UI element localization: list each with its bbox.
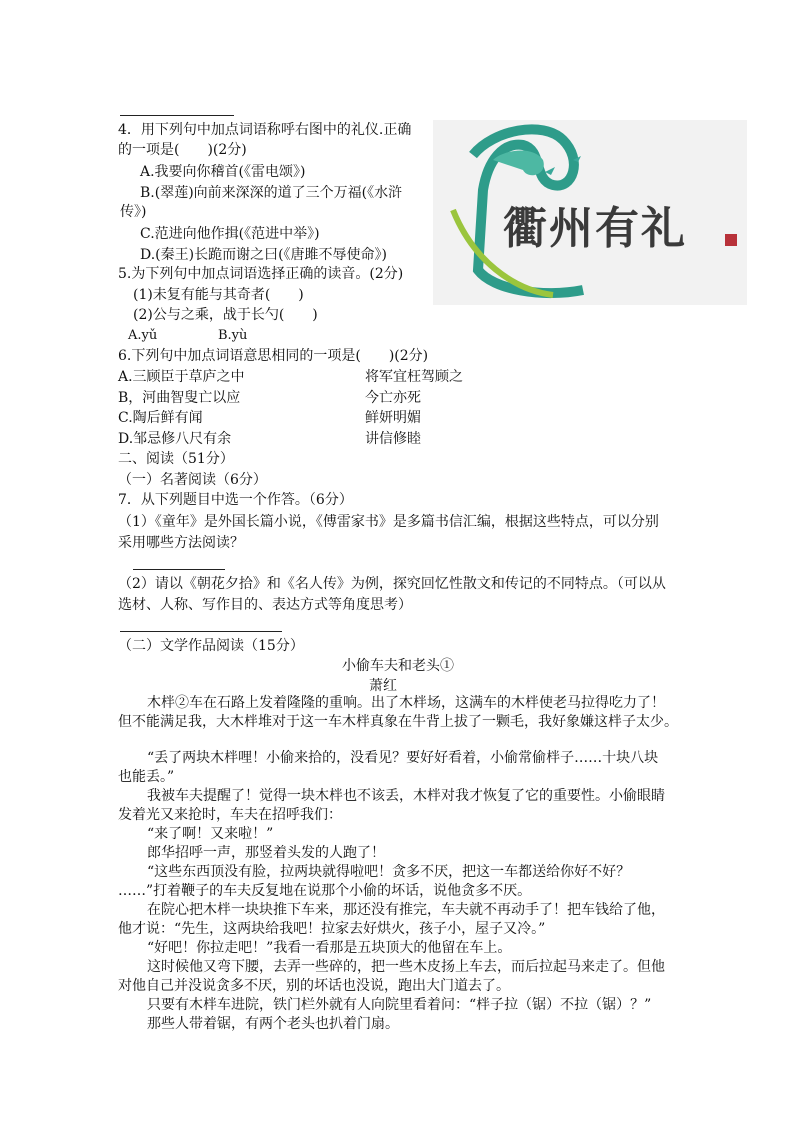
story-line: 这时候他又弯下腰，去弄一些碎的，把一些木皮扬上车去，而后拉起马来走了。但他	[147, 959, 665, 975]
q7-part2-line2: 选材、人称、写作目的、表达方式等角度思考）	[118, 597, 412, 613]
q7-part1-line1: （1）《童年》是外国长篇小说，《傅雷家书》是多篇书信汇编，根据这些特点，可以分别	[118, 514, 659, 530]
q6-row-d-left: D.邹忌修八尺有余	[118, 431, 232, 447]
logo-text: 衢州有礼	[503, 203, 687, 254]
q5-item-1: (1)未复有能与其奇者( )	[133, 287, 304, 303]
q6-row-b-left: B，河曲智叟亡以应	[118, 390, 241, 406]
story-line: 对他自己并没说贪多不厌，别的坏话也没说，跑出大门道去了。	[118, 978, 510, 994]
q7-stem: 7．从下列题目中选一个作答。（6分）	[118, 492, 353, 508]
q6-row-a-right: 将军宜枉驾顾之	[365, 369, 463, 385]
q6-row-a-left: A.三顾臣于草庐之中	[118, 369, 245, 385]
subsection-classics: （一）名著阅读（6分）	[118, 472, 267, 488]
story-line: 在院心把木柈一块块推下车来，那还没有推完，车夫就不再动手了！把车钱给了他，	[147, 902, 665, 918]
answer-line	[133, 569, 225, 570]
story-line: 郎华招呼一声，那竖着头发的人跑了！	[147, 845, 385, 861]
story-line: 我被车夫提醒了！觉得一块木柈也不该丢，木柈对我才恢复了它的重要性。小偷眼睛	[147, 788, 665, 804]
q5-item-2: (2)公与之乘，战于长勺( )	[133, 307, 318, 323]
story-line: 木柈②车在石路上发着隆隆的重响。出了木柈场，这满车的木柈使老马拉得吃力了！	[147, 695, 665, 711]
q4-option-b-line2: 传》)	[120, 204, 147, 220]
section-heading: 二、阅读（51分）	[118, 451, 234, 467]
story-line: ……”打着鞭子的车夫反复地在说那个小偷的坏话，说他贪多不厌。	[118, 883, 532, 899]
q5-option-b: B.yù	[218, 328, 248, 343]
subsection-literature: （二）文学作品阅读（15分）	[118, 638, 304, 654]
story-line: 只要有木柈车进院，铁门栏外就有人向院里看着问：“柈子拉（锯）不拉（锯）？”	[147, 997, 652, 1013]
q5-option-a: A.yǔ	[128, 328, 158, 343]
story-line: 但不能满足我，大木柈堆对于这一车木柈真象在牛背上拔了一颗毛，我好象嫌这柈子太少。	[118, 714, 678, 730]
q7-part2-line1: （2）请以《朝花夕拾》和《名人传》为例，探究回忆性散文和传记的不同特点。（可以从	[118, 576, 666, 592]
q7-part1-line2: 采用哪些方法阅读？	[118, 535, 244, 551]
q6-row-c-right: 鲜妍明媚	[365, 410, 421, 426]
story-line: 那些人带着锯，有两个老头也扒着门扇。	[147, 1016, 399, 1032]
story-line: “好吧！你拉走吧！”我看一看那是五块顶大的他留在车上。	[147, 940, 512, 956]
q4-option-b-line1: B.(翠莲)向前来深深的道了三个万福(《水浒	[140, 185, 403, 201]
story-title: 小偷车夫和老头①	[342, 658, 454, 674]
story-line: 他才说：“先生，这两块给我吧！拉家去好烘火，孩子小，屋子又冷。”	[118, 921, 546, 937]
q4-option-c: C.范进向他作揖(《范进中举》)	[140, 226, 320, 242]
q4-stem-line1: 4．用下列句中加点词语称呼右图中的礼仪.正确	[118, 122, 412, 138]
q6-row-c-left: C.陶后鲜有闻	[118, 410, 203, 426]
q4-option-d: D.(秦王)长跪而谢之曰(《唐雎不辱使命》)	[140, 247, 388, 263]
story-line: “这些东西顶没有脸，拉两块就得啦吧！贪多不厌，把这一车都送给你好不好？	[147, 864, 631, 880]
story-line: 发着光又来抢时，车夫在招呼我们：	[118, 807, 342, 823]
seal-stamp	[725, 234, 737, 246]
story-author: 萧红	[369, 678, 397, 694]
etiquette-logo-image	[433, 120, 747, 305]
q5-stem: 5.为下列句中加点词语选择正确的读音。(2分)	[118, 266, 404, 282]
story-line: “来了啊！又来啦！”	[147, 826, 274, 842]
answer-line	[120, 631, 282, 632]
story-line: 也能丢。”	[118, 769, 175, 785]
answer-line	[120, 115, 234, 116]
q4-stem-line2: 的一项是( )(2分)	[118, 142, 247, 158]
q6-row-d-right: 讲信修睦	[365, 431, 421, 447]
q4-option-a: A.我要向你稽首(《雷电颂》)	[140, 164, 306, 180]
q6-stem: 6.下列句中加点词语意思相同的一项是( )(2分)	[118, 348, 429, 364]
story-line: “丢了两块木柈哩！小偷来拾的，没看见？要好好看着，小偷常偷柈子……十块八块	[147, 750, 659, 766]
q6-row-b-right: 今亡亦死	[365, 390, 421, 406]
